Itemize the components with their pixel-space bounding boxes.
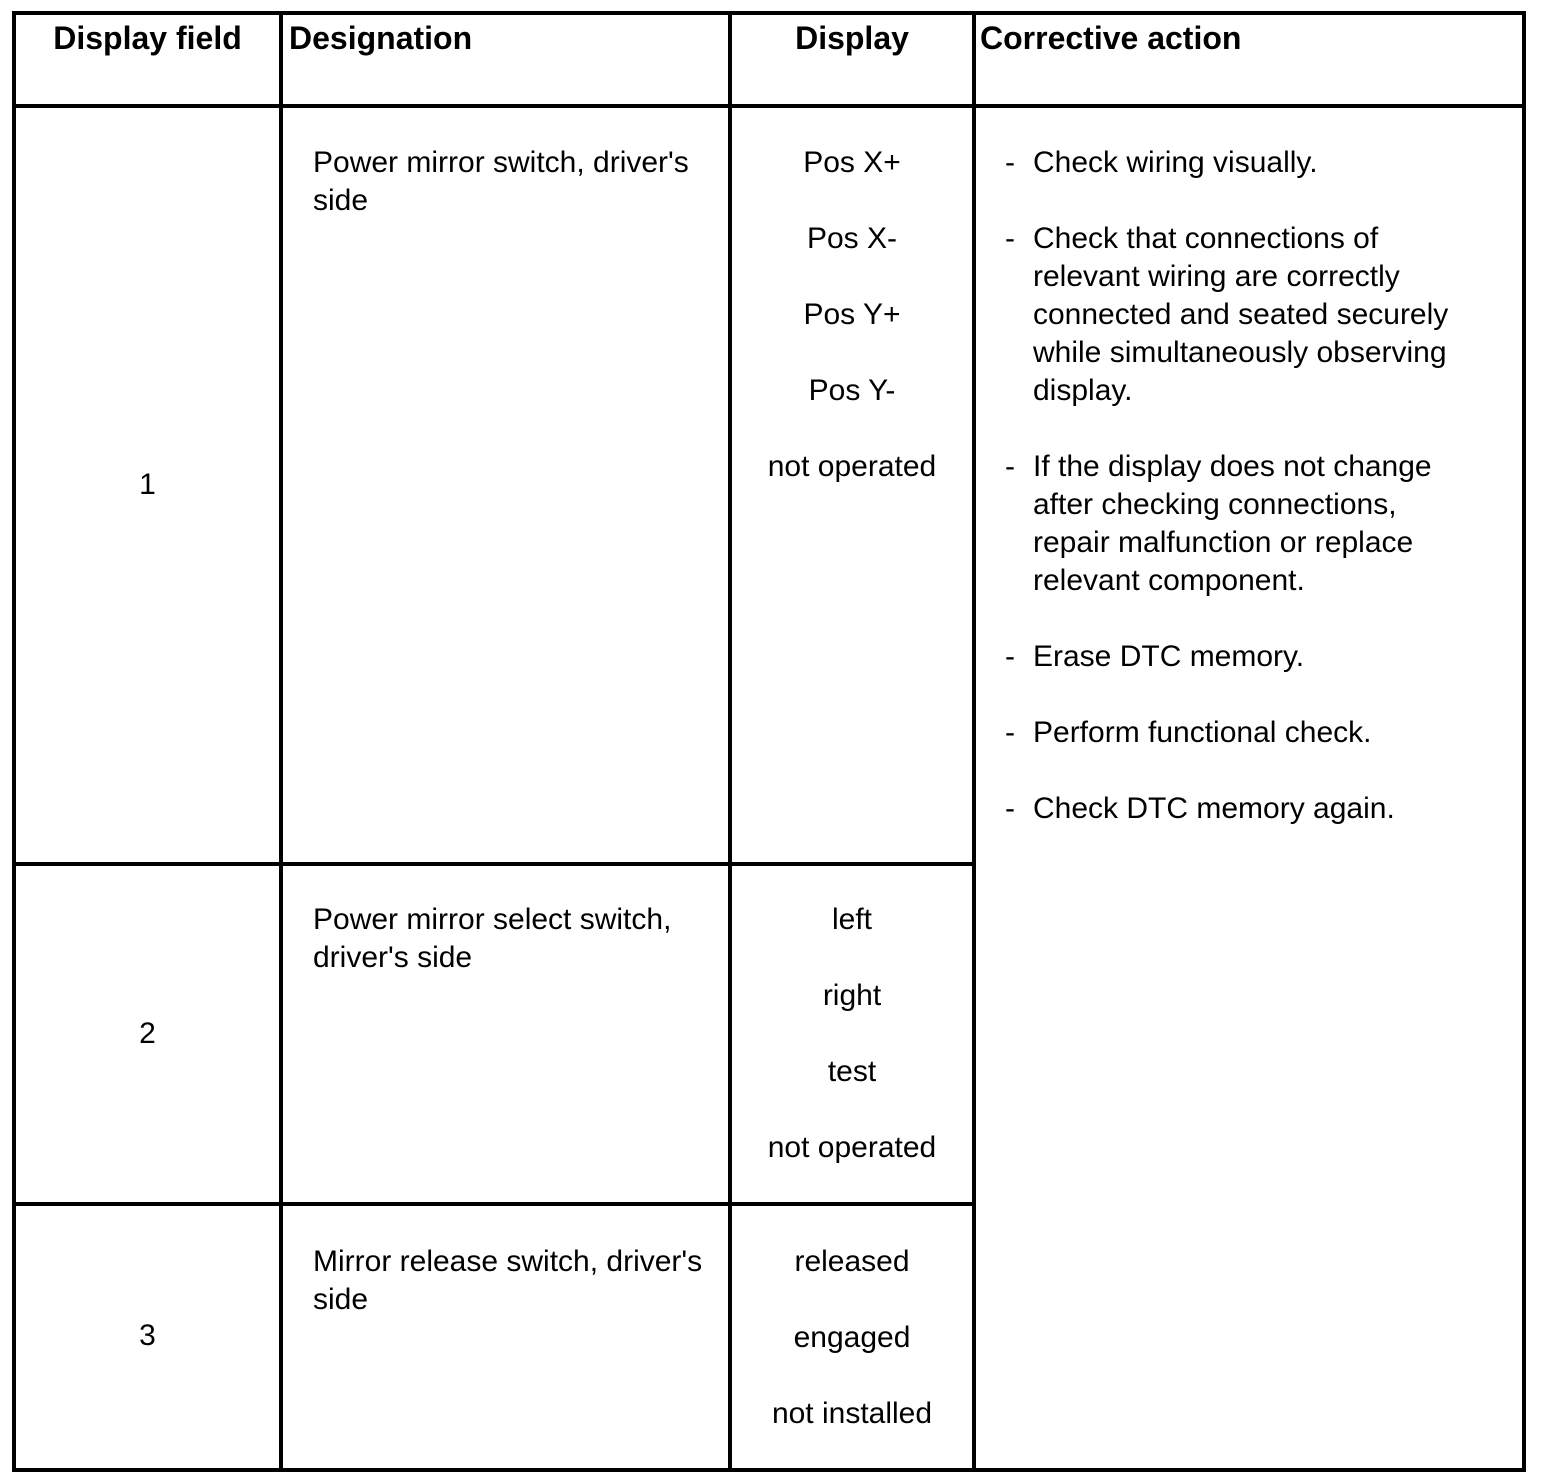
row-1-display-values	[732, 144, 972, 524]
corrective-action-list	[1005, 144, 1448, 866]
header-display-field: Display field	[53, 20, 242, 56]
action-text-line: relevant component.	[1033, 564, 1305, 597]
corrective-action-item	[1005, 144, 1448, 182]
header-designation: Designation	[289, 20, 473, 56]
row-1-designation-line-2: side	[313, 184, 369, 217]
row-2-display-value: test	[827, 1055, 877, 1088]
row-1-display-value: not operated	[767, 450, 937, 483]
action-text-line: Erase DTC memory.	[1033, 640, 1305, 673]
action-text-line: repair malfunction or replace	[1033, 526, 1414, 559]
corrective-action-item	[1005, 790, 1448, 828]
row-1-designation	[313, 144, 689, 220]
table-border-top	[12, 11, 1526, 15]
action-text-line: relevant wiring are correctly	[1033, 260, 1400, 293]
row-3-display-value: not installed	[771, 1397, 933, 1430]
action-text-line: Check DTC memory again.	[1033, 792, 1395, 825]
row-1-display-value: Pos X+	[803, 146, 901, 179]
header-divider	[12, 104, 1526, 108]
header-display: Display	[795, 20, 909, 56]
action-text-line: connected and seated securely	[1033, 298, 1449, 331]
action-text-line: If the display does not change	[1033, 450, 1432, 483]
row-3-display-value: released	[794, 1245, 910, 1278]
action-bullet: -	[1005, 792, 1015, 825]
action-bullet: -	[1005, 716, 1015, 749]
action-bullet: -	[1005, 640, 1015, 673]
row-2-display-value: right	[822, 979, 882, 1012]
row-3-designation-line-2: side	[313, 1283, 369, 1316]
corrective-action-item	[1005, 638, 1448, 676]
row-2-display-values	[732, 901, 972, 1205]
corrective-action-item	[1005, 448, 1448, 600]
row-2-display-value: left	[831, 903, 873, 936]
row-1-display-value: Pos Y-	[808, 374, 896, 407]
row-3-display-value: engaged	[793, 1321, 911, 1354]
corrective-action-item	[1005, 714, 1448, 752]
row-2-designation-line-2: driver's side	[313, 941, 473, 974]
row-1-display-field: 1	[139, 468, 156, 501]
column-divider-3	[972, 11, 976, 1472]
row-1-designation-line-1: Power mirror switch, driver's	[313, 146, 689, 179]
row-2-designation	[313, 901, 671, 977]
action-bullet: -	[1005, 146, 1015, 179]
header-corrective-action: Corrective action	[980, 20, 1242, 56]
row-1-display-value: Pos X-	[806, 222, 898, 255]
action-text-line: display.	[1033, 374, 1133, 407]
action-bullet: -	[1005, 222, 1015, 255]
corrective-action-item	[1005, 220, 1448, 410]
row-2-display-field: 2	[139, 1017, 156, 1050]
action-text-line: after checking connections,	[1033, 488, 1397, 521]
row-1-display-value: Pos Y+	[803, 298, 901, 331]
row-3-display-values	[732, 1243, 972, 1471]
diagnostic-table	[12, 11, 1526, 1472]
row-divider-1	[12, 862, 975, 866]
action-text-line: Check that connections of	[1033, 222, 1379, 255]
table-border-left	[12, 11, 16, 1472]
row-2-display-value: not operated	[767, 1131, 937, 1164]
action-text-line: Perform functional check.	[1033, 716, 1372, 749]
row-3-display-field: 3	[139, 1319, 156, 1352]
row-3-designation	[313, 1243, 702, 1319]
action-text-line: Check wiring visually.	[1033, 146, 1318, 179]
row-3-designation-line-1: Mirror release switch, driver's	[313, 1245, 703, 1278]
action-text-line: while simultaneously observing	[1033, 336, 1447, 369]
table-border-right	[1522, 11, 1526, 1472]
column-divider-1	[279, 11, 283, 1472]
row-2-designation-line-1: Power mirror select switch,	[313, 903, 672, 936]
action-bullet: -	[1005, 450, 1015, 483]
